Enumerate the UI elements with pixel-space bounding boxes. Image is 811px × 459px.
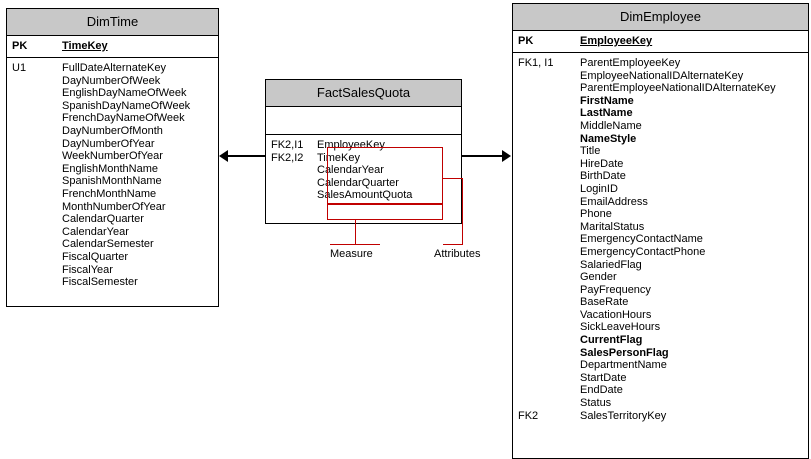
- attribute: MaritalStatus: [580, 220, 645, 233]
- attribute: EnglishMonthName: [62, 162, 158, 175]
- attribute: LoginID: [580, 182, 618, 195]
- entity-fact-sales-quota: [265, 79, 462, 224]
- attribute: EmergencyContactName: [580, 233, 703, 246]
- attribute: SalesPersonFlag: [580, 346, 669, 359]
- attribute: BirthDate: [580, 170, 626, 183]
- attribute: ParentEmployeeKey: [580, 57, 681, 69]
- attribute: FullDateAlternateKey: [62, 62, 166, 74]
- arrow-dim-time: [219, 150, 228, 162]
- attribute: MiddleName: [580, 119, 642, 132]
- attribute: DayNumberOfWeek: [62, 74, 161, 87]
- dim-employee-attribute-list: [575, 57, 808, 422]
- attribute: CurrentFlag: [580, 334, 643, 347]
- measure-callout-label: Measure: [330, 248, 373, 260]
- dim-time-pk-attribute: TimeKey: [62, 40, 108, 52]
- attribute: SpanishMonthName: [62, 175, 162, 188]
- attribute: DayNumberOfMonth: [62, 124, 163, 137]
- attribute: BaseRate: [580, 296, 629, 309]
- attribute: EnglishDayNameOfWeek: [62, 87, 187, 100]
- attribute: FrenchMonthName: [62, 187, 157, 200]
- attribute: MonthNumberOfYear: [62, 200, 166, 213]
- attribute: PayFrequency: [580, 283, 651, 296]
- attribute: Title: [580, 145, 601, 158]
- connector-dim-time-to-fact: [228, 155, 265, 157]
- measure-callout-line-horizontal: [330, 244, 380, 245]
- connector-fact-to-dim-employee: [462, 155, 502, 157]
- dim-employee-index-label-top: FK1, I1: [518, 57, 554, 69]
- attribute: EndDate: [580, 384, 623, 397]
- attribute: WeekNumberOfYear: [62, 150, 163, 163]
- attribute: VacationHours: [580, 308, 652, 321]
- attribute: CalendarQuarter: [317, 176, 399, 189]
- attributes-callout-line-bottom: [443, 244, 463, 245]
- fact-attribute-list: [312, 139, 461, 202]
- attributes-callout-label: Attributes: [434, 248, 481, 260]
- attribute: ParentEmployeeNationalIDAlternateKey: [580, 82, 776, 95]
- dim-employee-pk-label: PK: [518, 35, 534, 47]
- entity-dim-employee-title: DimEmployee: [513, 4, 808, 31]
- attribute: TimeKey: [317, 151, 360, 164]
- entity-dim-employee-key-row: [513, 31, 808, 53]
- attribute: EmployeeKey: [317, 139, 385, 151]
- attribute: FiscalYear: [62, 263, 113, 276]
- attribute: FrenchDayNameOfWeek: [62, 112, 185, 125]
- attribute: CalendarYear: [317, 164, 384, 177]
- dim-employee-pk-attribute: EmployeeKey: [580, 35, 653, 47]
- measure-callout-line-vertical: [355, 220, 356, 244]
- attributes-callout-line-vertical: [462, 178, 463, 244]
- entity-fact-sales-quota-title: FactSalesQuota: [266, 80, 461, 107]
- entity-dim-time-body: [7, 58, 218, 293]
- arrow-dim-employee: [502, 150, 511, 162]
- entity-dim-time: [6, 8, 219, 307]
- dim-employee-index-labels: [513, 57, 575, 422]
- attribute: DayNumberOfYear: [62, 137, 155, 150]
- entity-fact-sales-quota-key-row: [266, 107, 461, 135]
- entity-dim-time-title: DimTime: [7, 9, 218, 36]
- attribute: FirstName: [580, 94, 634, 107]
- dim-employee-index-label-bottom: FK2: [518, 409, 539, 422]
- attribute: StartDate: [580, 371, 627, 384]
- entity-dim-employee-body: [513, 53, 808, 426]
- attribute: CalendarQuarter: [62, 213, 144, 226]
- attribute: EmployeeNationalIDAlternateKey: [580, 69, 744, 82]
- attribute: CalendarYear: [62, 225, 129, 238]
- entity-dim-time-key-row: [7, 36, 218, 58]
- attribute: SpanishDayNameOfWeek: [62, 99, 191, 112]
- attribute: EmailAddress: [580, 195, 648, 208]
- attribute: FiscalQuarter: [62, 250, 129, 263]
- attribute: NameStyle: [580, 132, 637, 145]
- attribute: CalendarSemester: [62, 238, 154, 251]
- attribute: Phone: [580, 208, 612, 221]
- attribute: SalariedFlag: [580, 258, 642, 271]
- attribute: SalesTerritoryKey: [580, 409, 667, 422]
- attribute: EmergencyContactPhone: [580, 245, 706, 258]
- attribute: FiscalSemester: [62, 276, 138, 289]
- attribute: SickLeaveHours: [580, 321, 661, 334]
- attribute: HireDate: [580, 157, 624, 170]
- fact-key: FK2,I2: [271, 151, 304, 164]
- spacer: [518, 70, 575, 410]
- dim-time-pk-label: PK: [12, 40, 28, 52]
- attributes-callout-line-horizontal: [443, 178, 463, 179]
- entity-fact-sales-quota-body: [266, 135, 461, 202]
- attribute: DepartmentName: [580, 359, 667, 372]
- fact-key-list: [266, 139, 312, 202]
- entity-dim-employee: [512, 3, 809, 459]
- fact-key: FK2,I1: [271, 139, 304, 151]
- dim-time-attribute-list: [57, 62, 218, 289]
- attribute: Status: [580, 397, 612, 410]
- attribute: LastName: [580, 107, 633, 120]
- attribute: SalesAmountQuota: [317, 189, 413, 202]
- dim-time-index-label: U1: [12, 62, 27, 74]
- attribute: Gender: [580, 271, 617, 284]
